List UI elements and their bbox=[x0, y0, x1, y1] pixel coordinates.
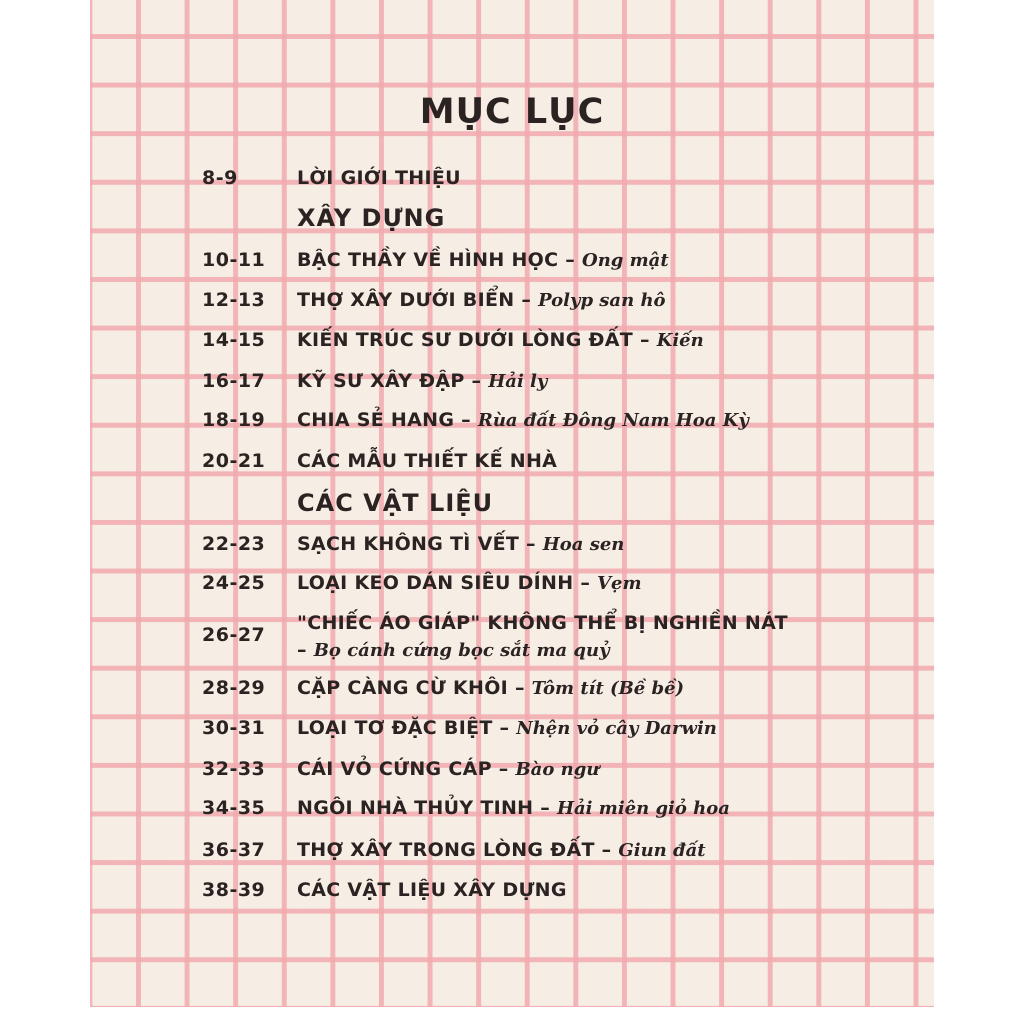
toc-entry-subtitle: Vẹm bbox=[597, 573, 642, 594]
toc-entry-title: SẠCH KHÔNG TÌ VẾT bbox=[297, 533, 520, 555]
toc-page-range: 14-15 bbox=[202, 329, 266, 351]
toc-entry: SẠCH KHÔNG TÌ VẾT – Hoa sen bbox=[297, 533, 625, 555]
toc-page-range: 18-19 bbox=[202, 409, 266, 431]
grid-paper-page bbox=[90, 0, 934, 1007]
toc-entry: KIẾN TRÚC SƯ DƯỚI LÒNG ĐẤT – Kiến bbox=[297, 329, 704, 351]
toc-entry-title: KỸ SƯ XÂY ĐẬP bbox=[297, 370, 465, 392]
toc-entry: KỸ SƯ XÂY ĐẬP – Hải ly bbox=[297, 370, 548, 392]
toc-entry-title: THỢ XÂY DƯỚI BIỂN bbox=[297, 289, 515, 311]
toc-page-range: 32-33 bbox=[202, 758, 266, 780]
toc-entry: "CHIẾC ÁO GIÁP" KHÔNG THỂ BỊ NGHIỀN NÁT – Bọ cánh cứng bọc sắt ma quỷ bbox=[297, 612, 788, 661]
toc-entry-title: CÁI VỎ CỨNG CÁP bbox=[297, 758, 492, 780]
toc-entry: CẶP CÀNG CỪ KHÔI – Tôm tít (Bề bề) bbox=[297, 677, 685, 699]
toc-entry-title: "CHIẾC ÁO GIÁP" KHÔNG THỂ BỊ NGHIỀN NÁT bbox=[297, 612, 788, 634]
toc-entry: CHIA SẺ HANG – Rùa đất Đông Nam Hoa Kỳ bbox=[297, 409, 749, 431]
toc-page-range: 8-9 bbox=[202, 167, 238, 189]
toc-entry-title: LOẠI TƠ ĐẶC BIỆT bbox=[297, 717, 493, 739]
toc-entry-subtitle: Bọ cánh cứng bọc sắt ma quỷ bbox=[313, 640, 610, 661]
toc-entry-title: NGÔI NHÀ THỦY TINH bbox=[297, 797, 534, 819]
toc-entry-subtitle: Polyp san hô bbox=[538, 290, 666, 311]
toc-page-range: 12-13 bbox=[202, 289, 266, 311]
toc-page-range: 20-21 bbox=[202, 450, 266, 472]
toc-entry-subtitle: Ong mật bbox=[582, 250, 669, 271]
toc-entry-subtitle: Hải miên giỏ hoa bbox=[557, 798, 730, 819]
toc-entry-title: LỜI GIỚI THIỆU bbox=[297, 167, 461, 189]
toc-page-range: 26-27 bbox=[202, 624, 266, 646]
toc-entry-title: CHIA SẺ HANG bbox=[297, 409, 455, 431]
toc-entry-subtitle: Nhện vỏ cây Darwin bbox=[516, 718, 717, 739]
toc-entry-title: CÁC VẬT LIỆU XÂY DỰNG bbox=[297, 879, 567, 901]
toc-entry: LOẠI TƠ ĐẶC BIỆT – Nhện vỏ cây Darwin bbox=[297, 717, 717, 739]
toc-entry-subtitle: Giun đất bbox=[618, 840, 706, 861]
toc-entry-title: BẬC THẦY VỀ HÌNH HỌC bbox=[297, 249, 559, 271]
toc-entry-title: LOẠI KEO DÁN SIÊU DÍNH bbox=[297, 572, 574, 594]
toc-page-range: 16-17 bbox=[202, 370, 266, 392]
toc-page-range: 10-11 bbox=[202, 249, 266, 271]
toc-entry: THỢ XÂY DƯỚI BIỂN – Polyp san hô bbox=[297, 289, 666, 311]
toc-entry-title: CÁC MẪU THIẾT KẾ NHÀ bbox=[297, 450, 558, 472]
toc-entry-subtitle: Tôm tít (Bề bề) bbox=[531, 678, 685, 699]
toc-entry: THỢ XÂY TRONG LÒNG ĐẤT – Giun đất bbox=[297, 839, 706, 861]
toc-page-range: 28-29 bbox=[202, 677, 266, 699]
toc-entry-subtitle: Kiến bbox=[656, 330, 704, 351]
page-title: MỤC LỤC bbox=[419, 92, 605, 132]
toc-entry-subtitle: Hoa sen bbox=[542, 534, 625, 555]
toc-page-range: 38-39 bbox=[202, 879, 266, 901]
toc-entry-subtitle: Hải ly bbox=[488, 371, 548, 392]
toc-entry-title: KIẾN TRÚC SƯ DƯỚI LÒNG ĐẤT bbox=[297, 329, 634, 351]
toc-page-range: 22-23 bbox=[202, 533, 266, 555]
toc-entry: BẬC THẦY VỀ HÌNH HỌC – Ong mật bbox=[297, 249, 669, 271]
toc-entry: NGÔI NHÀ THỦY TINH – Hải miên giỏ hoa bbox=[297, 797, 730, 819]
toc-entry-subtitle: Bào ngư bbox=[515, 759, 600, 780]
toc-entry-title: THỢ XÂY TRONG LÒNG ĐẤT bbox=[297, 839, 595, 861]
toc-page-range: 34-35 bbox=[202, 797, 266, 819]
toc-page-range: 36-37 bbox=[202, 839, 266, 861]
toc-entry: CÁI VỎ CỨNG CÁP – Bào ngư bbox=[297, 758, 600, 780]
toc-entry-subtitle: Rùa đất Đông Nam Hoa Kỳ bbox=[477, 410, 749, 431]
toc-entry-title: CẶP CÀNG CỪ KHÔI bbox=[297, 677, 509, 699]
toc-entry: LOẠI KEO DÁN SIÊU DÍNH – Vẹm bbox=[297, 572, 642, 594]
toc-page-range: 30-31 bbox=[202, 717, 266, 739]
section-title: XÂY DỰNG bbox=[297, 204, 446, 232]
toc-page-range: 24-25 bbox=[202, 572, 266, 594]
section-title: CÁC VẬT LIỆU bbox=[297, 489, 494, 517]
